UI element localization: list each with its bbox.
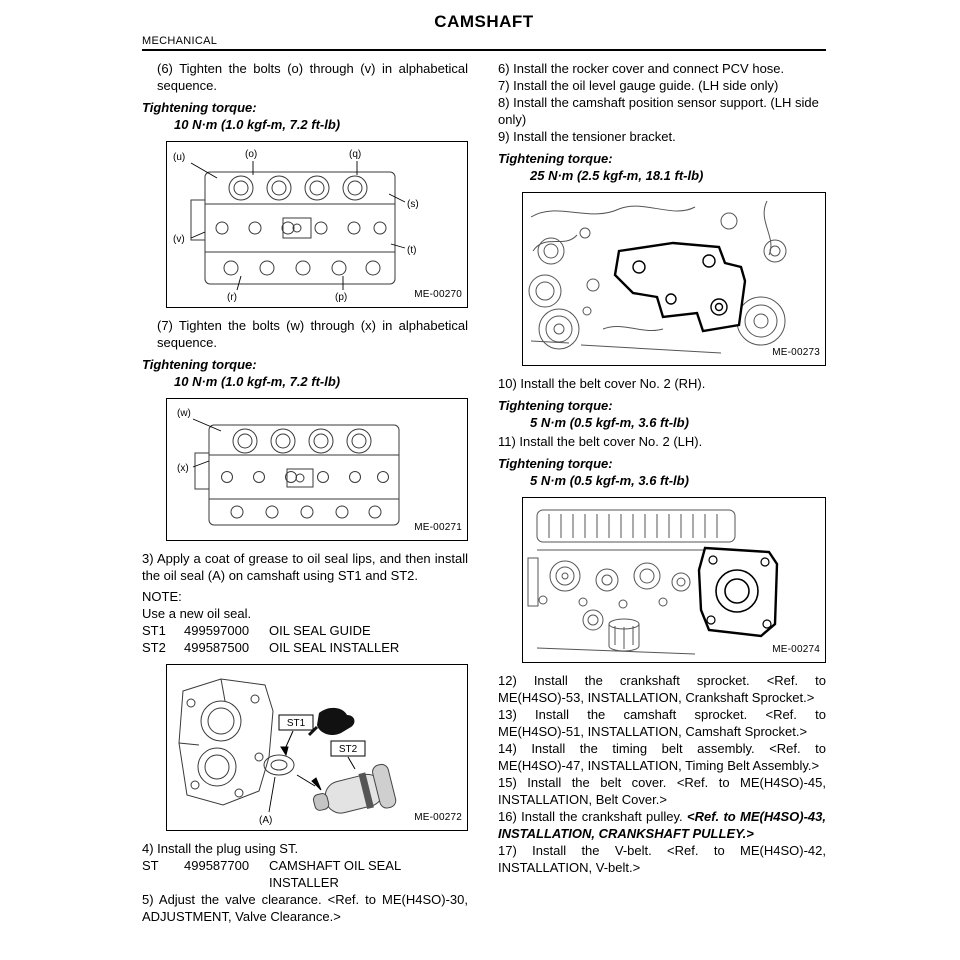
tool-st-label: ST xyxy=(142,858,159,873)
figure-me-00270 xyxy=(166,141,468,308)
section-label: MECHANICAL xyxy=(142,35,218,47)
torque-label-3: Tightening torque: xyxy=(498,151,613,166)
fig2-label-x: (x) xyxy=(177,463,189,474)
header-rule xyxy=(142,49,826,51)
fig1-label-u: (u) xyxy=(173,152,186,163)
figure-me-00273 xyxy=(522,192,826,366)
step-10-text: 10) Install the belt cover No. 2 (RH). xyxy=(498,376,706,391)
torque-label-5: Tightening torque: xyxy=(498,456,613,471)
torque-value-4: 5 N·m (0.5 kgf-m, 3.6 ft-lb) xyxy=(530,415,689,430)
tool-name: CAMSHAFT OIL SEAL INSTALLER xyxy=(269,858,401,890)
step-11-text: 11) Install the belt cover No. 2 (LH). xyxy=(498,434,703,449)
tool-st-label: ST2 xyxy=(142,640,166,655)
fig1-label-v: (v) xyxy=(173,234,185,245)
tool-row-st2 xyxy=(142,639,468,656)
figure-code: ME-00271 xyxy=(414,522,462,533)
st1-label-box xyxy=(279,715,313,730)
step-3-text: 3) Apply a coat of grease to oil seal lips, and then install the oil seal (A) on camshaft using ST1 and ST2. xyxy=(142,551,468,583)
fig3-label-st2: ST2 xyxy=(338,744,358,755)
st2-label-box xyxy=(331,741,365,756)
torque-label-4: Tightening torque: xyxy=(498,398,613,413)
fig2-leader-lines xyxy=(193,419,221,467)
page-header xyxy=(142,12,826,51)
figure-me-00271 xyxy=(166,398,468,541)
step-12-text: 12) Install the crankshaft sprocket. <Ref. to ME(H4SO)-53, INSTALLATION, Crankshaft Sprocket.> xyxy=(498,673,826,705)
figure-me-00274 xyxy=(522,497,826,663)
step-8-text: 8) Install the camshaft position sensor support. (LH side only) xyxy=(498,95,819,127)
st2-installer-tool-drawing xyxy=(309,763,397,825)
torque-label-2: Tightening torque: xyxy=(142,357,257,372)
tool-name: OIL SEAL INSTALLER xyxy=(269,640,400,655)
tool-row-st xyxy=(142,857,468,891)
step-16-plain: 16) Install the crankshaft pulley. xyxy=(498,809,687,824)
cylinder-head-drawing xyxy=(195,425,399,525)
step-7-text: 7) Install the oil level gauge guide. (LH side only) xyxy=(498,78,779,93)
step-4-text: 4) Install the plug using ST. xyxy=(142,841,299,856)
engine-block-drawing xyxy=(179,679,273,805)
torque-value-2: 10 N·m (1.0 kgf-m, 7.2 ft-lb) xyxy=(174,374,341,389)
torque-label-1: Tightening torque: xyxy=(142,100,257,115)
fig1-label-p: (p) xyxy=(335,292,348,303)
tool-row-st1 xyxy=(142,622,468,639)
grease-hand-icon xyxy=(317,708,354,735)
cylinder-head-drawing xyxy=(191,172,395,284)
fig1-leader-lines xyxy=(191,161,405,290)
tool-st-label: ST1 xyxy=(142,623,166,638)
cylinder-head-bolt-diagram-2 xyxy=(167,399,429,540)
step-9-text: 9) Install the tensioner bracket. xyxy=(498,129,676,144)
tool-part-number: 499587700 xyxy=(184,858,250,873)
oil-seal-installation-diagram xyxy=(167,665,429,830)
torque-value-5: 5 N·m (0.5 kgf-m, 3.6 ft-lb) xyxy=(530,473,689,488)
step-14-text: 14) Install the timing belt assembly. <Ref. to ME(H4SO)-47, INSTALLATION, Timing Belt Assembly.> xyxy=(498,741,826,773)
substep-7-text: (7) Tighten the bolts (w) through (x) in alphabetical sequence. xyxy=(157,318,468,350)
step-13-text: 13) Install the camshaft sprocket. <Ref. to ME(H4SO)-51, INSTALLATION, Camshaft Sprocket.> xyxy=(498,707,826,739)
fig3-label-a: (A) xyxy=(259,815,273,826)
note-text: Use a new oil seal. xyxy=(142,606,252,621)
fig2-label-w: (w) xyxy=(177,408,191,419)
step-16-text xyxy=(498,808,826,842)
step-5-text: 5) Adjust the valve clearance. <Ref. to ME(H4SO)-30, ADJUSTMENT, Valve Clearance.> xyxy=(142,892,468,924)
step-15-text: 15) Install the belt cover. <Ref. to ME(H4SO)-45, INSTALLATION, Belt Cover.> xyxy=(498,775,826,807)
belt-cover-no2-shape xyxy=(699,548,777,636)
figure-code: ME-00273 xyxy=(772,347,820,358)
oil-seal-part-drawing xyxy=(264,755,294,775)
cylinder-head-bolt-diagram xyxy=(167,142,429,307)
right-column xyxy=(498,60,826,925)
step-16-reference: <Ref. to ME(H4SO)-43, INSTALLATION, CRANKSHAFT PULLEY.> xyxy=(498,809,826,841)
figure-code: ME-00274 xyxy=(772,644,820,655)
fig1-label-o: (o) xyxy=(245,149,258,160)
figure-code: ME-00272 xyxy=(414,812,462,823)
tool-part-number: 499587500 xyxy=(184,640,250,655)
step-6-text: 6) Install the rocker cover and connect PCV hose. xyxy=(498,61,785,76)
tensioner-bracket-shape xyxy=(615,243,745,331)
torque-value-1: 10 N·m (1.0 kgf-m, 7.2 ft-lb) xyxy=(174,117,341,132)
fig1-label-q: (q) xyxy=(349,149,362,160)
figure-code: ME-00270 xyxy=(414,289,462,300)
left-column xyxy=(142,60,468,925)
fig1-label-s: (s) xyxy=(407,199,419,210)
figure-me-00272 xyxy=(166,664,468,831)
note-label: NOTE: xyxy=(142,589,182,604)
fig3-leader-a xyxy=(269,777,275,812)
tool-part-number: 499597000 xyxy=(184,623,250,638)
tool-name: OIL SEAL GUIDE xyxy=(269,623,371,638)
belt-cover-diagram xyxy=(523,498,795,662)
fig1-label-t: (t) xyxy=(407,245,417,256)
page-title: CAMSHAFT xyxy=(434,12,534,31)
torque-value-3: 25 N·m (2.5 kgf-m, 18.1 ft-lb) xyxy=(530,168,704,183)
tensioner-bracket-diagram xyxy=(523,193,795,365)
fig1-label-r: (r) xyxy=(227,292,237,303)
substep-6-text: (6) Tighten the bolts (o) through (v) in alphabetical sequence. xyxy=(157,61,468,93)
step-17-text: 17) Install the V-belt. <Ref. to ME(H4SO)-42, INSTALLATION, V-belt.> xyxy=(498,843,826,875)
two-column-layout xyxy=(142,60,826,925)
fig3-label-st1: ST1 xyxy=(286,718,306,729)
